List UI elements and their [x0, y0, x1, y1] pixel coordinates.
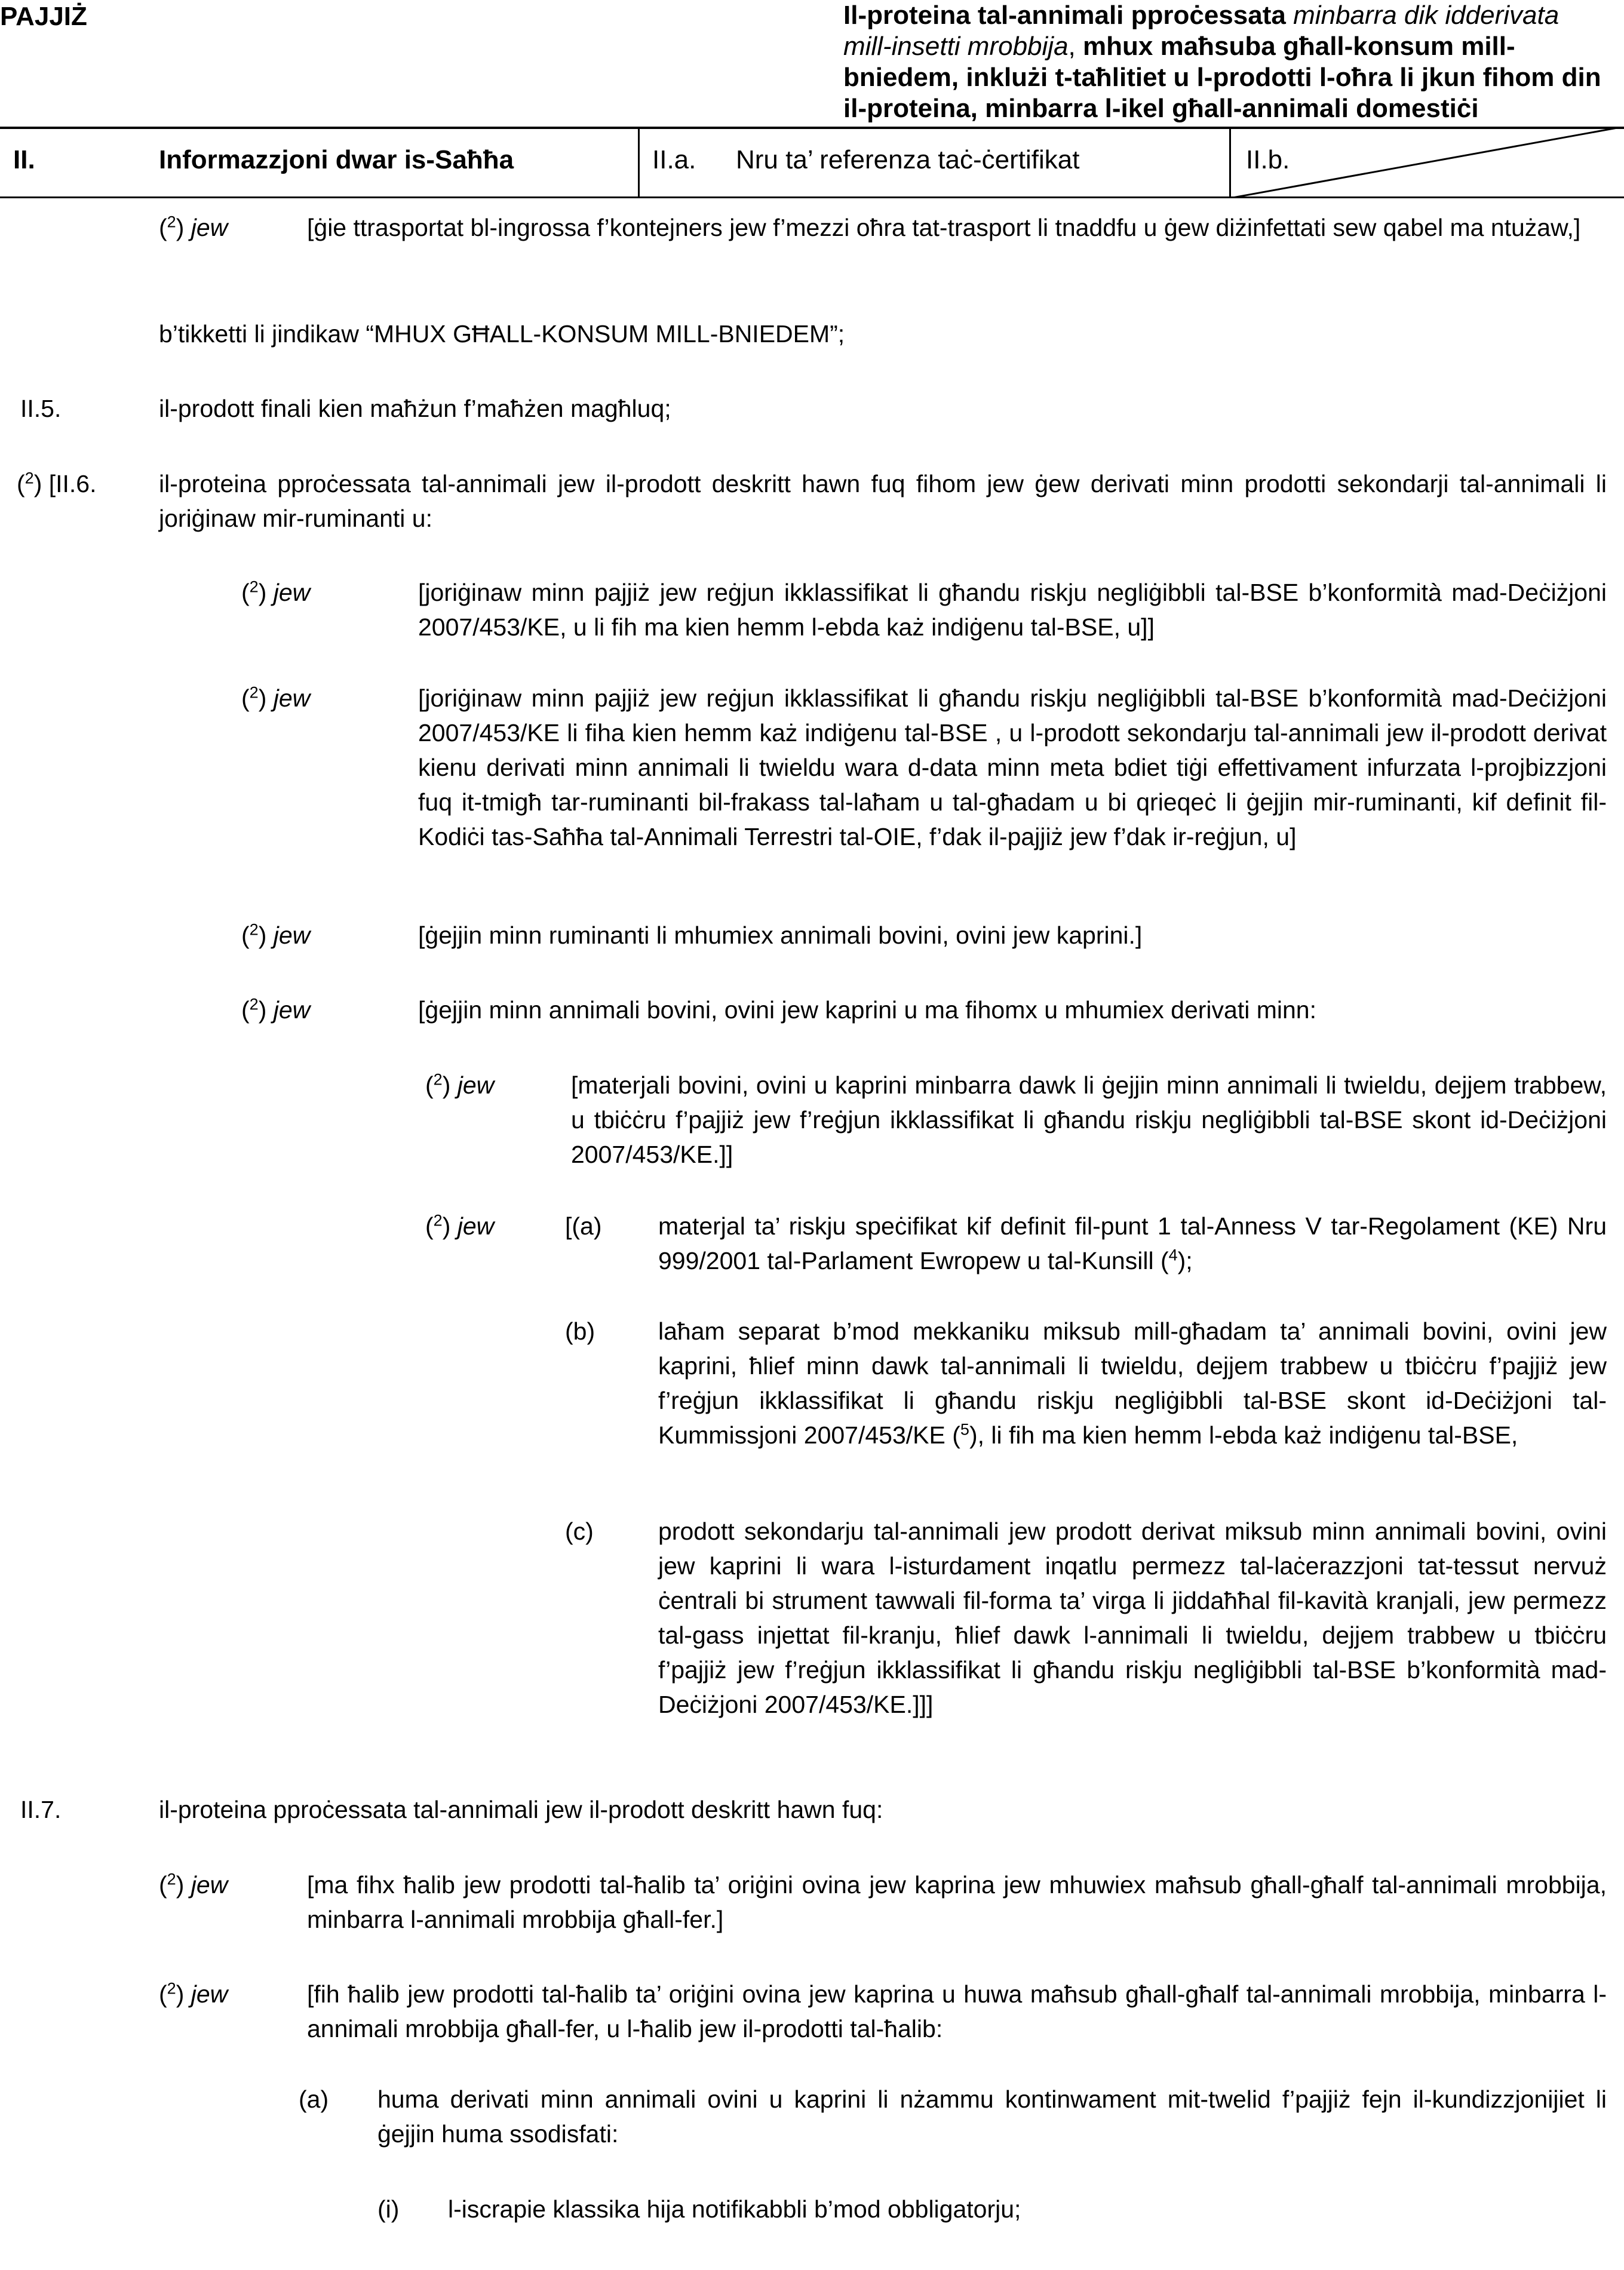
certificate-title	[843, 0, 1609, 124]
paragraph: [ma fihx ħalib jew prodotti tal-ħalib ta’ oriġini ovina jew kaprina jew mhuwiex maħsub għall-għalf tal-annimali mrobbija, minbarra l-annimali mrobbija għall-fer.]	[307, 1871, 1607, 1933]
option-mark: ($^2$) jew	[241, 683, 311, 712]
paragraph: il-proteina pproċessata tal-annimali jew il-prodott deskritt hawn fuq fihom jew ġew derivati minn prodotti sekondarji tal-annimali li joriġinaw mir-ruminanti u:	[159, 470, 1607, 532]
option-mark: ($^2$) jew	[241, 920, 311, 949]
paragraph: [joriġinaw minn pajjiż jew reġjun ikklassifikat li għandu riskju negliġibbli tal-BSE b’konformità mad-Deċiżjoni 2007/453/KE li fiha kien hemm każ indiġenu tal-BSE , u l-prodott sekondarju tal-annimali jew il-prodott derivat kienu derivati minn annimali li twieldu wara d-data minn meta bdiet tiġi effettivament infurzata l-projbizzjoni fuq it-tmigħ tar-ruminanti bil-frakass tal-laħam u tal-għadam u bi qrieqeċ li ġejjin mir-ruminanti, kif definit fil-Kodiċi tas-Saħħa tal-Annimali Terrestri tal-OIE, f’dak il-pajjiż jew f’dak ir-reġjun, u]	[418, 684, 1607, 850]
paragraph: [fih ħalib jew prodotti tal-ħalib ta’ oriġini ovina jew kaprina u huwa maħsub għall-għalf tal-annimali mrobbija, minbarra l-annimali mrobbija għall-fer, u l-ħalib jew il-prodotti tal-ħalib:	[307, 1980, 1607, 2042]
clause-number: ($^2$) [II.6.	[17, 469, 97, 497]
reference-b-label: II.b.	[1246, 145, 1290, 174]
reference-field-label: Nru ta’ referenza taċ-ċertifikat	[736, 145, 1080, 174]
paragraph: [ġie ttrasportat bl-ingrossa f’kontejners jew f’mezzi oħra tat-trasport li tnaddfu u ġew diżinfettati sew qabel ma ntużaw,]	[307, 214, 1581, 241]
paragraph: prodott sekondarju tal-annimali jew prodott derivat miksub minn annimali bovini, ovini jew kaprini li wara l-isturdament inqatlu permezz tal-laċerazzjoni tat-tessut nervuż ċentrali bi strument tawwali fil-forma ta’ virga li jiddaħħal fil-kavità kranjali, jew permezz tal-gass injettat fil-kranju, ħlief dawk l-annimali li twieldu, dejjem trabbew u tbiċċru f’pajjiż jew f’reġjun ikklassifikat li għandu riskju negliġibbli tal-BSE b’konformità mad-Deċiżjoni 2007/453/KE.]]]	[658, 1518, 1607, 1718]
option-mark: ($^2$) jew	[425, 1211, 495, 1240]
option-mark: ($^2$) jew	[159, 213, 228, 241]
paragraph: laħam separat b’mod mekkaniku miksub mill-għadam ta’ annimali bovini, ovini jew kaprini, ħlief minn dawk tal-annimali li twieldu, dejjem trabbew u tbiċċru f’pajjiż jew f’reġjun ikklassifikat li għandu riskju negliġibbli tal-BSE skont id-Deċiżjoni tal-Kummissjoni 2007/453/KE ($^5$), li fih ma kien hemm l-ebda każ indiġenu tal-BSE,	[658, 1317, 1607, 1449]
option-mark: ($^2$) jew	[159, 1979, 228, 2008]
paragraph: huma derivati minn annimali ovini u kaprini li nżammu kontinwament mit-twelid f’pajjiż fejn il-kundizzjonijiet li ġejjin huma ssodisfati:	[377, 2085, 1607, 2148]
header-divider	[638, 127, 640, 198]
option-mark: ($^2$) jew	[159, 1870, 228, 1899]
item-label: (i)	[377, 2195, 400, 2223]
title-segment: Il-proteina tal-annimali pproċessata	[843, 1, 1286, 30]
country-label: PAJJIŻ	[0, 2, 87, 31]
paragraph: il-proteina pproċessata tal-annimali jew il-prodott deskritt hawn fuq:	[159, 1796, 883, 1823]
clause-number: II.7.	[20, 1796, 62, 1823]
paragraph: [materjali bovini, ovini u kaprini minbarra dawk li ġejjin minn annimali li twieldu, dejjem trabbew, u tbiċċru f’pajjiż jew f’reġjun ikklassifikat li għandu riskju negliġibbli tal-BSE skont id-Deċiżjoni 2007/453/KE.]]	[571, 1071, 1607, 1168]
item-label: [(a)	[565, 1212, 602, 1240]
paragraph: l-iscrapie klassika hija notifikabbli b’mod obbligatorju;	[448, 2195, 1021, 2223]
section-number: II.	[13, 145, 35, 174]
title-segment: ,	[1068, 32, 1083, 61]
title-segment: minbarra dik idderivata mill-insetti mrobbija	[843, 1, 1559, 61]
item-label: (a)	[299, 2085, 329, 2113]
reference-label: II.a.	[652, 145, 696, 174]
paragraph: b’tikketti li jindikaw “MHUX GĦALL-KONSUM MILL-BNIEDEM”;	[159, 320, 845, 348]
title-segment: mhux maħsuba għall-konsum mill-bniedem, inklużi t-taħlitiet u l-prodotti l-oħra li jkun fihom din il-proteina, minbarra l-ikel għall-annimali domestiċi	[843, 32, 1601, 123]
option-mark: ($^2$) jew	[241, 578, 311, 606]
item-label: (c)	[565, 1518, 594, 1545]
option-mark: ($^2$) jew	[425, 1070, 495, 1099]
section-title: Informazzjoni dwar is-Saħħa	[159, 145, 514, 174]
paragraph: il-prodott finali kien maħżun f’maħżen magħluq;	[159, 395, 671, 422]
clause-number: II.5.	[20, 395, 62, 422]
paragraph: [ġejjin minn ruminanti li mhumiex annimali bovini, ovini jew kaprini.]	[418, 921, 1143, 949]
option-mark: ($^2$) jew	[241, 995, 311, 1024]
paragraph: materjal ta’ riskju speċifikat kif definit fil-punt 1 tal-Anness V tar-Regolament (KE) Nru 999/2001 tal-Parlament Ewropew u tal-Kunsill ($^4$);	[658, 1212, 1607, 1274]
paragraph: [ġejjin minn annimali bovini, ovini jew kaprini u ma fihomx u mhumiex derivati minn:	[418, 996, 1316, 1024]
item-label: (b)	[565, 1317, 595, 1345]
paragraph: [joriġinaw minn pajjiż jew reġjun ikklassifikat li għandu riskju negliġibbli tal-BSE b’konformità mad-Deċiżjoni 2007/453/KE, u li fih ma kien hemm l-ebda każ indiġenu tal-BSE, u]]	[418, 579, 1607, 641]
